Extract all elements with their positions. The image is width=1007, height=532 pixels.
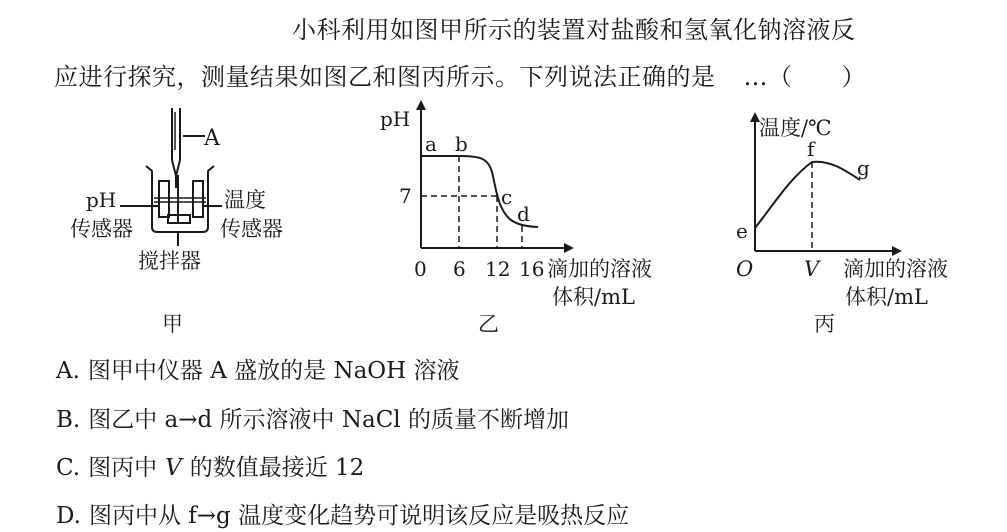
- temp-label-1: 温度: [224, 188, 266, 212]
- ph-x-label-1: 滴加的溶液: [547, 257, 652, 281]
- temp-point-e: e: [736, 219, 748, 243]
- ph-x-tick-0: 0: [414, 257, 427, 281]
- caption-bing: 丙: [814, 312, 835, 336]
- ph-x-tick-16: 16: [519, 257, 545, 281]
- option-a-text: 图甲中仪器 A 盛放的是 NaOH 溶液: [87, 358, 460, 384]
- ph-chart: [421, 104, 570, 248]
- option-c-text-before: 图丙中: [88, 455, 158, 481]
- option-a-prefix: A.: [56, 358, 80, 384]
- ph-point-b: b: [455, 132, 468, 156]
- ph-x-tick-12: 12: [485, 257, 511, 281]
- dropper-a: [172, 108, 205, 188]
- question-line-2-text: 应进行探究，测量结果如图乙和图丙所示。下列说法正确的是: [54, 63, 716, 91]
- option-c-variable: V: [165, 455, 182, 481]
- option-c-prefix: C.: [56, 455, 81, 481]
- temp-x-label-1: 滴加的溶液: [843, 257, 948, 281]
- option-a[interactable]: [56, 352, 460, 385]
- ph-label-2: 传感器: [70, 217, 133, 241]
- option-b-text: 图乙中 a→d 所示溶液中 NaCl 的质量不断增加: [88, 407, 569, 433]
- caption-yi: 乙: [478, 312, 499, 336]
- option-c[interactable]: [56, 449, 364, 482]
- option-d[interactable]: [56, 497, 629, 530]
- temp-label-2: 传感器: [220, 217, 283, 241]
- temp-y-label: 温度/℃: [759, 116, 832, 140]
- question-line-1: 小科利用如图甲所示的装置对盐酸和氢氧化钠溶液反: [292, 16, 856, 44]
- ph-x-label-2: 体积/mL: [552, 285, 635, 309]
- temp-point-f: f: [807, 137, 815, 161]
- ph-point-c: c: [501, 185, 513, 209]
- temp-tick-v: V: [804, 257, 820, 281]
- temp-origin: O: [736, 257, 754, 281]
- ph-label-1: pH: [86, 188, 117, 212]
- label-a: A: [204, 126, 220, 151]
- temp-x-label-2: 体积/mL: [845, 285, 928, 309]
- option-d-prefix: D.: [56, 503, 81, 529]
- stirrer-label: 搅拌器: [138, 249, 201, 273]
- ph-tick-7: 7: [399, 184, 412, 208]
- option-d-text: 图丙中从 f→g 温度变化趋势可说明该反应是吸热反应: [88, 503, 630, 529]
- option-b-prefix: B.: [56, 407, 81, 433]
- answer-blank: …（ ）: [743, 63, 866, 91]
- option-b[interactable]: [56, 401, 569, 434]
- ph-point-a: a: [425, 132, 437, 156]
- stirrer: [168, 175, 190, 246]
- ph-x-tick-6: 6: [453, 257, 466, 281]
- ph-point-d: d: [517, 202, 530, 226]
- temp-curve: [755, 162, 860, 228]
- ph-sensor-probe: [120, 181, 169, 217]
- temp-point-g: g: [857, 156, 870, 180]
- ph-y-label: pH: [380, 107, 411, 131]
- option-c-text-after: 的数值最接近 12: [189, 455, 365, 481]
- caption-jia: 甲: [162, 312, 183, 336]
